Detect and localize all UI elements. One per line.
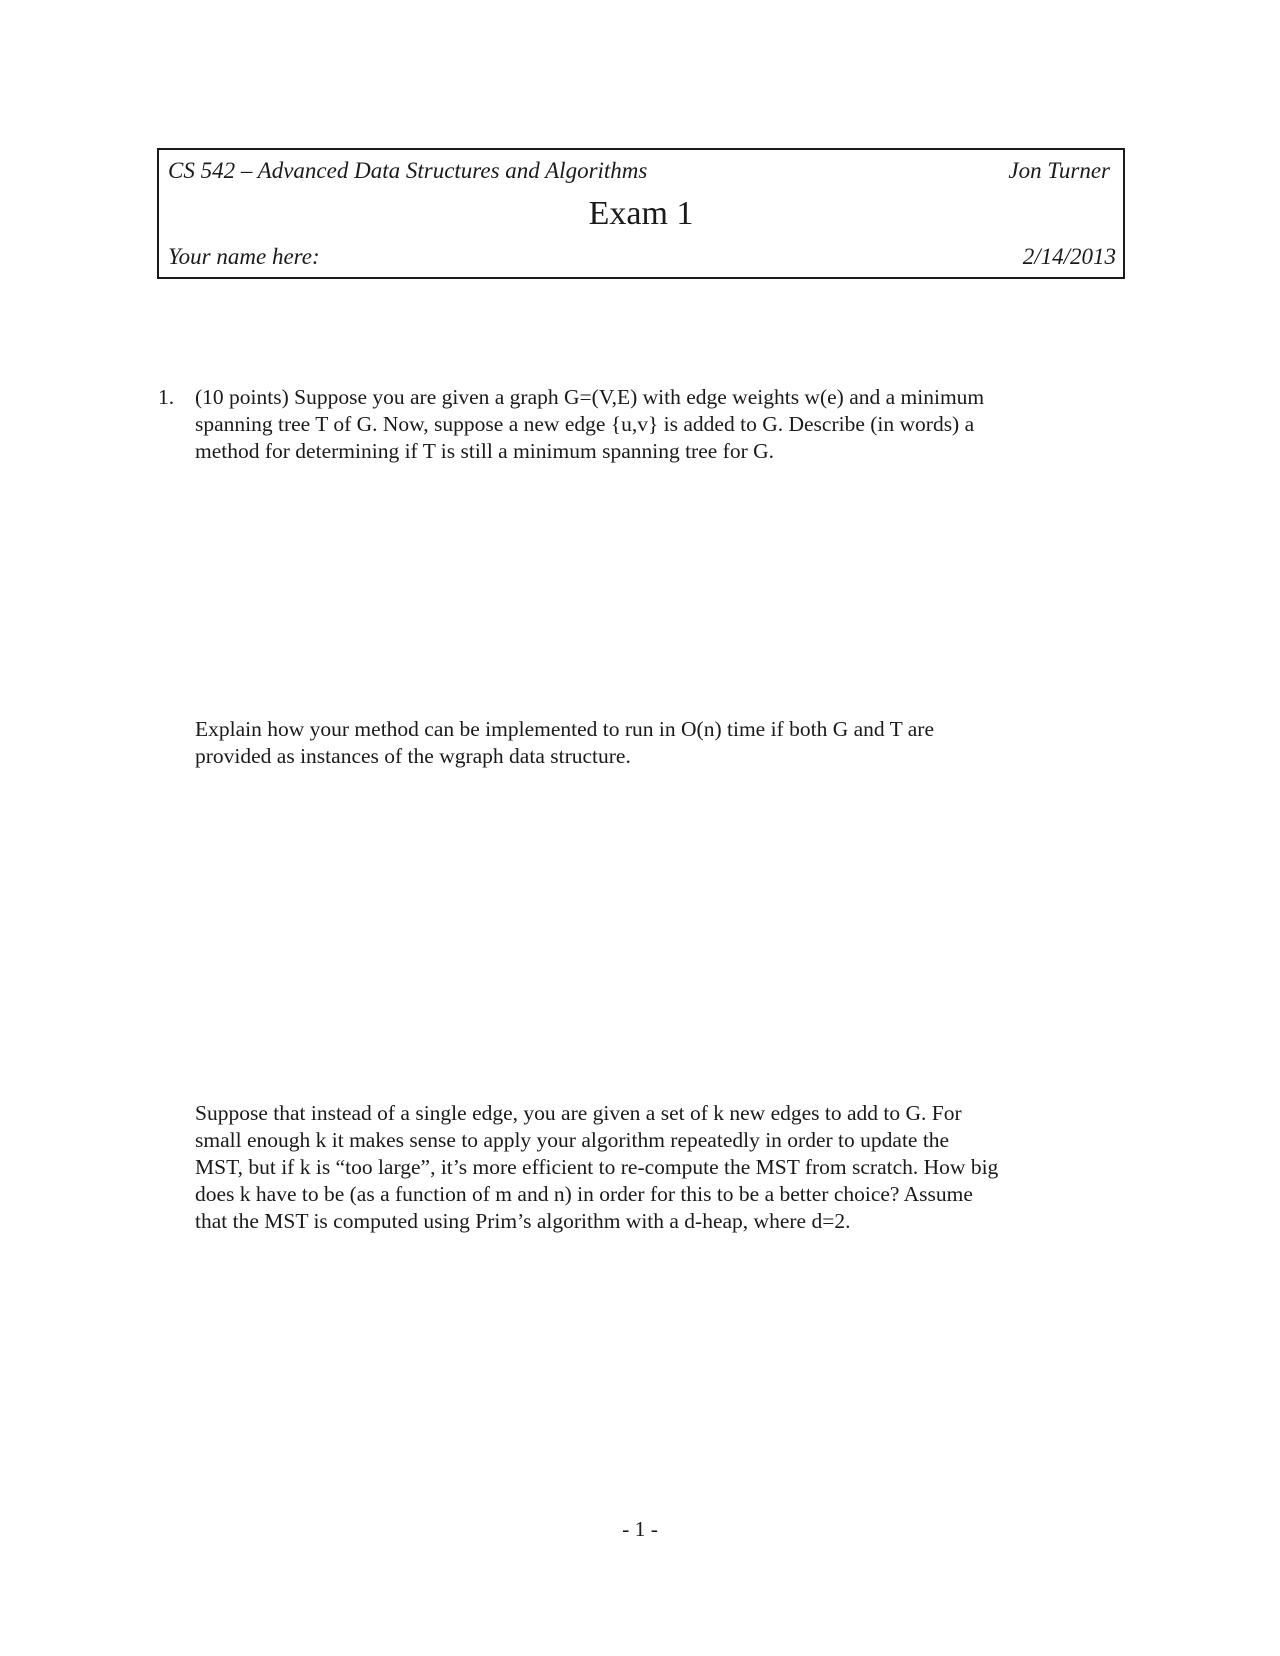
question-line: Suppose that instead of a single edge, you are given a set of k new edges to add to G. For [195,1101,962,1125]
question-part-2 [195,716,1135,770]
question-line: small enough k it makes sense to apply your algorithm repeatedly in order to update the [195,1128,950,1152]
page-number: - 1 - [622,1517,658,1541]
instructor-name: Jon Turner [1008,158,1110,183]
exam-header-box [157,148,1125,279]
question-line: spanning tree T of G. Now, suppose a new edge {u,v} is added to G. Describe (in words) a [195,412,975,436]
question-part-1 [195,384,1135,465]
question-number: 1. [158,385,175,409]
question-part-3 [195,1100,1135,1235]
question-line: method for determining if T is still a minimum spanning tree for G. [195,439,775,463]
question-line: MST, but if k is “too large”, it’s more efficient to re-compute the MST from scratch. How big [195,1155,999,1179]
exam-title: Exam 1 [588,195,694,232]
question-line: does k have to be (as a function of m and n) in order for this to be a better choice? Assume [195,1182,973,1206]
question-line: (10 points) Suppose you are given a graph G=(V,E) with edge weights w(e) and a minimum [195,385,985,409]
student-name-label: Your name here: [168,244,320,269]
exam-date: 2/14/2013 [1022,244,1116,269]
question-line: Explain how your method can be implemented to run in O(n) time if both G and T are [195,717,934,741]
question-line: provided as instances of the wgraph data structure. [195,744,631,768]
course-title: CS 542 – Advanced Data Structures and Algorithms [168,158,648,183]
question-line: that the MST is computed using Prim’s algorithm with a d-heap, where d=2. [195,1209,851,1233]
